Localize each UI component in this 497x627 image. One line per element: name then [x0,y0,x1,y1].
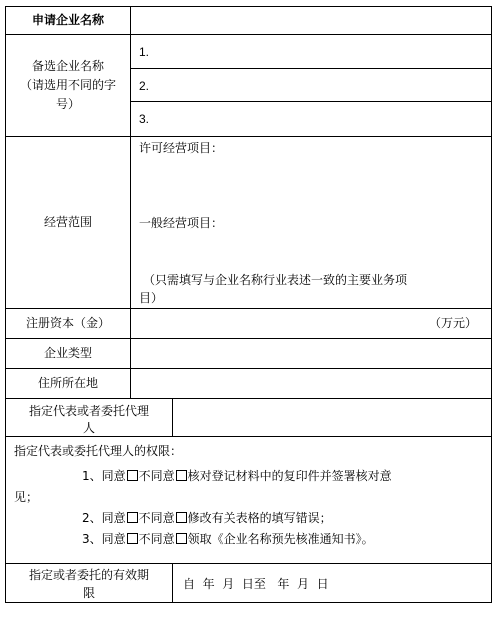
address-field[interactable] [132,369,490,398]
agree-checkbox[interactable] [127,512,138,523]
agree-checkbox[interactable] [127,533,138,544]
applicant-name-label: 申请企业名称 [31,13,104,27]
validity-label-end: 限 [82,586,95,600]
row-divider [6,563,491,564]
agent-label: 指定代表或者委托代理 [28,404,149,418]
general-items-label: 一般经营项目： [139,216,224,230]
authority-item-3-disagree: 不同意 [138,532,175,546]
enterprise-type-field[interactable] [132,339,490,368]
applicant-name-field[interactable] [132,7,490,34]
capital-unit: （万元） [429,316,478,330]
alt-name-2-field[interactable]: 2. [139,79,150,93]
disagree-checkbox[interactable] [176,533,187,544]
enterprise-type-label: 企业类型 [43,346,92,360]
alt-names-label-note-end: 号） [55,97,80,111]
row-divider [6,34,491,35]
authority-item-3 [82,531,374,547]
authority-item-3-text: 领取《企业名称预先核准通知书》。 [187,532,374,546]
disagree-checkbox[interactable] [176,512,187,523]
authority-item-2-text: 修改有关表格的填写错误； [187,511,332,525]
authority-item-1-disagree: 不同意 [138,469,175,483]
agree-checkbox[interactable] [127,470,138,481]
agent-label-end: 人 [82,421,95,435]
alt-name-3-field[interactable]: 3. [139,112,150,126]
row-divider [130,101,491,102]
address-label: 住所所在地 [37,376,98,390]
authority-heading: 指定代表或委托代理人的权限： [14,444,183,458]
scope-note: （只需填写与企业名称行业表述一致的主要业务项 [143,273,408,287]
scope-note-end: 目） [139,291,164,305]
authority-item-1-cont: 见； [14,490,39,504]
row-divider [6,436,491,437]
authority-item-3-agree: 3、同意 [82,532,126,546]
alt-name-1-field[interactable]: 1. [139,45,150,59]
column-divider [172,563,173,602]
authority-item-1-text: 核对登记材料中的复印件并签署核对意 [187,469,392,483]
agent-field[interactable] [174,399,490,436]
column-divider [172,398,173,436]
row-divider [6,136,491,137]
registered-capital-label: 注册资本（金） [25,316,110,330]
licensed-items-label: 许可经营项目： [139,141,224,155]
row-divider [6,308,491,309]
business-scope-label: 经营范围 [43,215,92,229]
alt-names-label: 备选企业名称 [31,59,104,73]
row-divider [130,68,491,69]
authority-item-2-agree: 2、同意 [82,511,126,525]
authority-item-1-agree: 1、同意 [82,469,126,483]
authority-item-2 [82,510,332,526]
name-pre-approval-form [5,6,492,603]
disagree-checkbox[interactable] [176,470,187,481]
column-divider [130,7,131,398]
alt-names-label-note: （请选用不同的字 [19,78,116,92]
validity-label: 指定或者委托的有效期 [28,568,149,582]
authority-item-1 [82,468,392,484]
authority-item-2-disagree: 不同意 [138,511,175,525]
validity-date-field[interactable]: 自 年 月 日至 年 月 日 [183,577,329,591]
